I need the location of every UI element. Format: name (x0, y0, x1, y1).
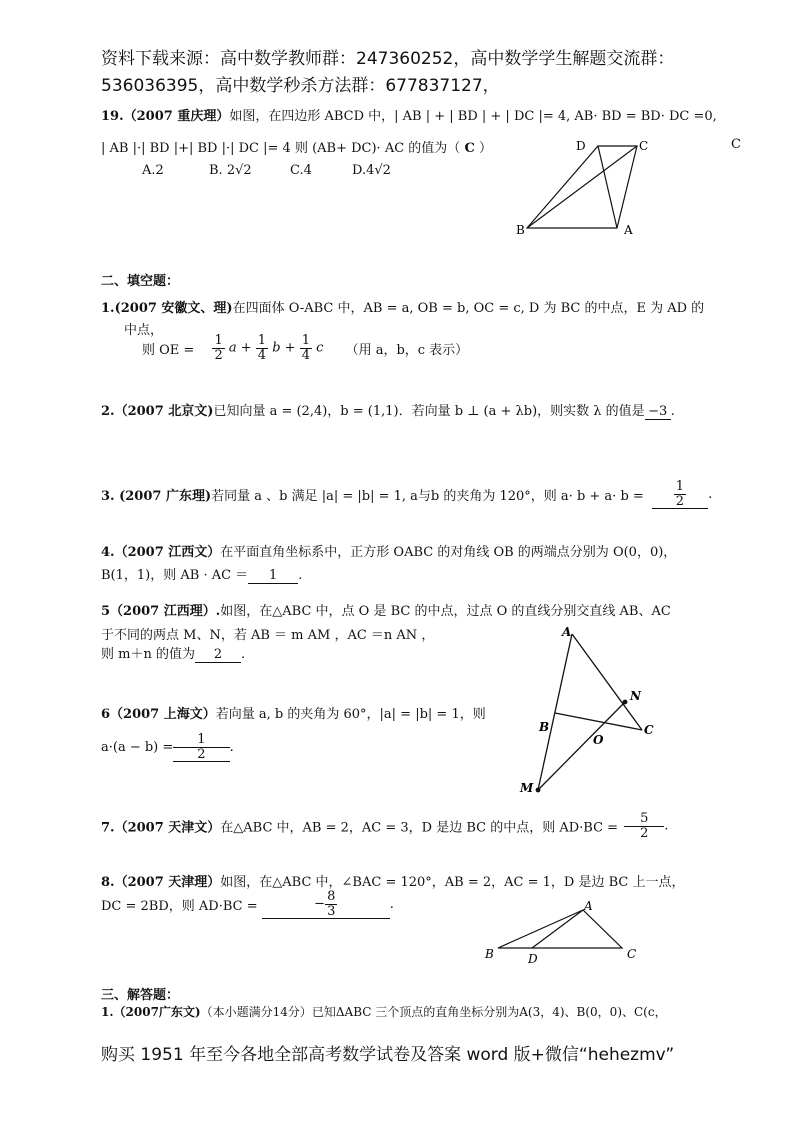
f7-answer-fraction: $\frac{5}{2}$ (624, 812, 664, 840)
f5-triangle-figure (510, 622, 670, 797)
f5-answer: 2 (195, 647, 241, 663)
f4-line-1 (101, 541, 676, 560)
f6-line-1 (101, 703, 486, 722)
f6-text-2: a·(a − b) = (101, 740, 174, 756)
q19-option-d: D.4√2 (352, 163, 391, 178)
q19-option-a: A.2 (142, 163, 164, 178)
f4-text-1: 在平面直角坐标系中，正方形 OABC 的对角线 OB 的两端点分别为 O(0，0)， (220, 545, 677, 560)
f3-answer-fraction: $\frac{1}{2}$ (652, 480, 708, 509)
f8-label-c: C (627, 947, 637, 961)
footer-text: 购买 1951 年至今各地全部高考数学试卷及答案 word 版+微信“hehezmv” (101, 1045, 675, 1065)
f5-text-1: 如图，在△ABC 中，点 O 是 BC 的中点，过点 O 的直线分别交直线 AB、AC (220, 604, 671, 619)
f6-text-1: 若向量 a, b 的夹角为 60°，|a| = |b| = 1，则 (215, 707, 486, 722)
f2-source: 2.（2007 北京文) (101, 404, 214, 419)
f5-label-c: C (644, 723, 654, 737)
f7-text: 在△ABC 中，AB = 2，AC = 3，D 是边 BC 的中点，则 AD·BC = (220, 820, 619, 836)
f8-answer-sign: − (314, 896, 326, 912)
f2-answer: −3 (645, 404, 671, 420)
f8-source: 8.（2007 天津理） (101, 875, 221, 890)
f5-end: . (240, 647, 246, 662)
f1-line-1 (101, 297, 704, 316)
f3-source: 3. (2007 广东理) (101, 489, 212, 505)
f8-label-b: B (485, 947, 494, 961)
header-line-1: 资料下载来源：高中数学教师群：247360252，高中数学学生解题交流群： (101, 49, 675, 69)
f5-line-1 (101, 600, 671, 619)
f5-label-o: O (593, 733, 604, 747)
f1-answer-line (142, 334, 468, 362)
q19-line-2 (101, 137, 492, 156)
f5-source: 5（2007 江西理）. (101, 604, 221, 619)
f1-line-2: 中点， (124, 323, 164, 338)
q19-option-c: C.4 (290, 163, 312, 178)
q19-text-2: | AB |·| BD |+| BD |·| DC |= 4 则 (AB+ DC)· AC 的值为（ (101, 141, 461, 156)
f3-line (101, 480, 712, 509)
f5-label-n: N (630, 689, 641, 703)
f8-label-a: A (584, 899, 593, 913)
q19-source: 19.（2007 重庆理） (101, 109, 230, 124)
f7-source: 7.（2007 天津文） (101, 820, 221, 836)
f6-end: . (229, 740, 234, 756)
q19-stray-c: C (731, 137, 741, 152)
f1-term-2: b + (272, 340, 296, 356)
f8-end: . (389, 897, 394, 913)
f3-end: . (708, 487, 713, 503)
q19-option-b: B. 2√2 (209, 163, 252, 178)
f5-label-a: A (562, 625, 572, 639)
f1-frac-2: $\frac{1}{4}$ (257, 333, 267, 363)
f5-line-2: 于不同的两点 M、N，若 AB ＝ m AM ，AC ＝n AN ， (101, 628, 435, 643)
q19-label-b: B (516, 223, 525, 237)
f1-prefix: 则 OE = (142, 342, 195, 358)
f5-label-b: B (539, 720, 550, 734)
s1-text: （本小题满分14分）已知ΔABC 三个顶点的直角坐标分别为A(3，4)、B(0，0)、C(c， (200, 1005, 667, 1019)
q19-quadrilateral-figure (510, 135, 660, 240)
s1-source: 1.（2007广东文) (101, 1005, 201, 1019)
f8-text-2: DC = 2BD，则 AD·BC = (101, 899, 258, 915)
f1-source: 1.(2007 安徽文、理) (101, 301, 233, 316)
header-line-2: 536036395，高中数学秒杀方法群：677837127， (101, 76, 500, 96)
f5-label-m: M (520, 781, 534, 795)
q19-text-2-end: ） (478, 141, 492, 156)
f7-end: . (664, 818, 669, 834)
q19-line-1 (101, 105, 717, 124)
f8-line-1 (101, 871, 685, 890)
q19-label-a: A (624, 223, 633, 237)
s1-line (101, 1003, 667, 1020)
section-fill-in-title: 二、填空题： (101, 274, 180, 289)
section-solution-title: 三、解答题： (101, 988, 180, 1003)
f4-text-2: B(1，1)，则 AB · AC ＝ (101, 568, 249, 583)
f4-answer: 1 (248, 568, 298, 584)
f4-source: 4.（2007 江西文） (101, 545, 221, 560)
f6-answer-fraction: $\frac{1}{2}$ (173, 733, 229, 762)
f2-end: . (670, 404, 675, 419)
f2-text: 已知向量 a = (2,4)，b = (1,1)．若向量 b ⊥ (a + λb)，则实数 λ 的值是 (213, 404, 645, 419)
q19-text-1: 如图，在四边形 ABCD 中，| AB | + | BD | + | DC |= 4, AB· BD = BD· DC =0, (229, 109, 717, 124)
f8-text-1: 如图，在△ABC 中，∠BAC = 120°，AB = 2，AC = 1，D 是边 BC 上一点， (220, 875, 685, 890)
f1-note: （用 a，b，c 表示） (345, 342, 469, 358)
q19-label-c: C (639, 139, 649, 153)
f5-line-3 (101, 643, 245, 663)
f1-text-1: 在四面体 O-ABC 中，AB = a, OB = b, OC = c, D 为 BC 的中点，E 为 AD 的 (232, 301, 705, 316)
f6-line-2 (101, 733, 234, 762)
f1-term-1: a + (228, 340, 252, 356)
f5-point-m (536, 788, 541, 793)
q19-answer: C (464, 141, 475, 156)
f5-text-3: 则 m＋n 的值为 (101, 647, 195, 662)
f4-end: . (298, 568, 303, 583)
f2-line (101, 400, 675, 420)
f1-term-3: c (316, 340, 324, 356)
f4-line-2 (101, 564, 302, 584)
q19-label-d: D (576, 139, 586, 153)
f7-line (101, 812, 669, 840)
f5-point-n (623, 700, 628, 705)
f1-frac-1: $\frac{1}{2}$ (214, 333, 223, 363)
f8-label-d: D (528, 952, 538, 966)
f8-answer-fraction: $\frac{8}{3}$ (327, 889, 336, 919)
f8-line-2 (101, 890, 394, 919)
f6-source: 6（2007 上海文） (101, 707, 216, 722)
f8-answer (262, 890, 390, 919)
f1-frac-3: $\frac{1}{4}$ (301, 333, 310, 363)
f3-text: 若同量 a 、b 满足 |a| = |b| = 1, a与b 的夹角为 120°，则 a· b + a· b = (211, 489, 644, 505)
f8-triangle-figure (480, 898, 650, 968)
